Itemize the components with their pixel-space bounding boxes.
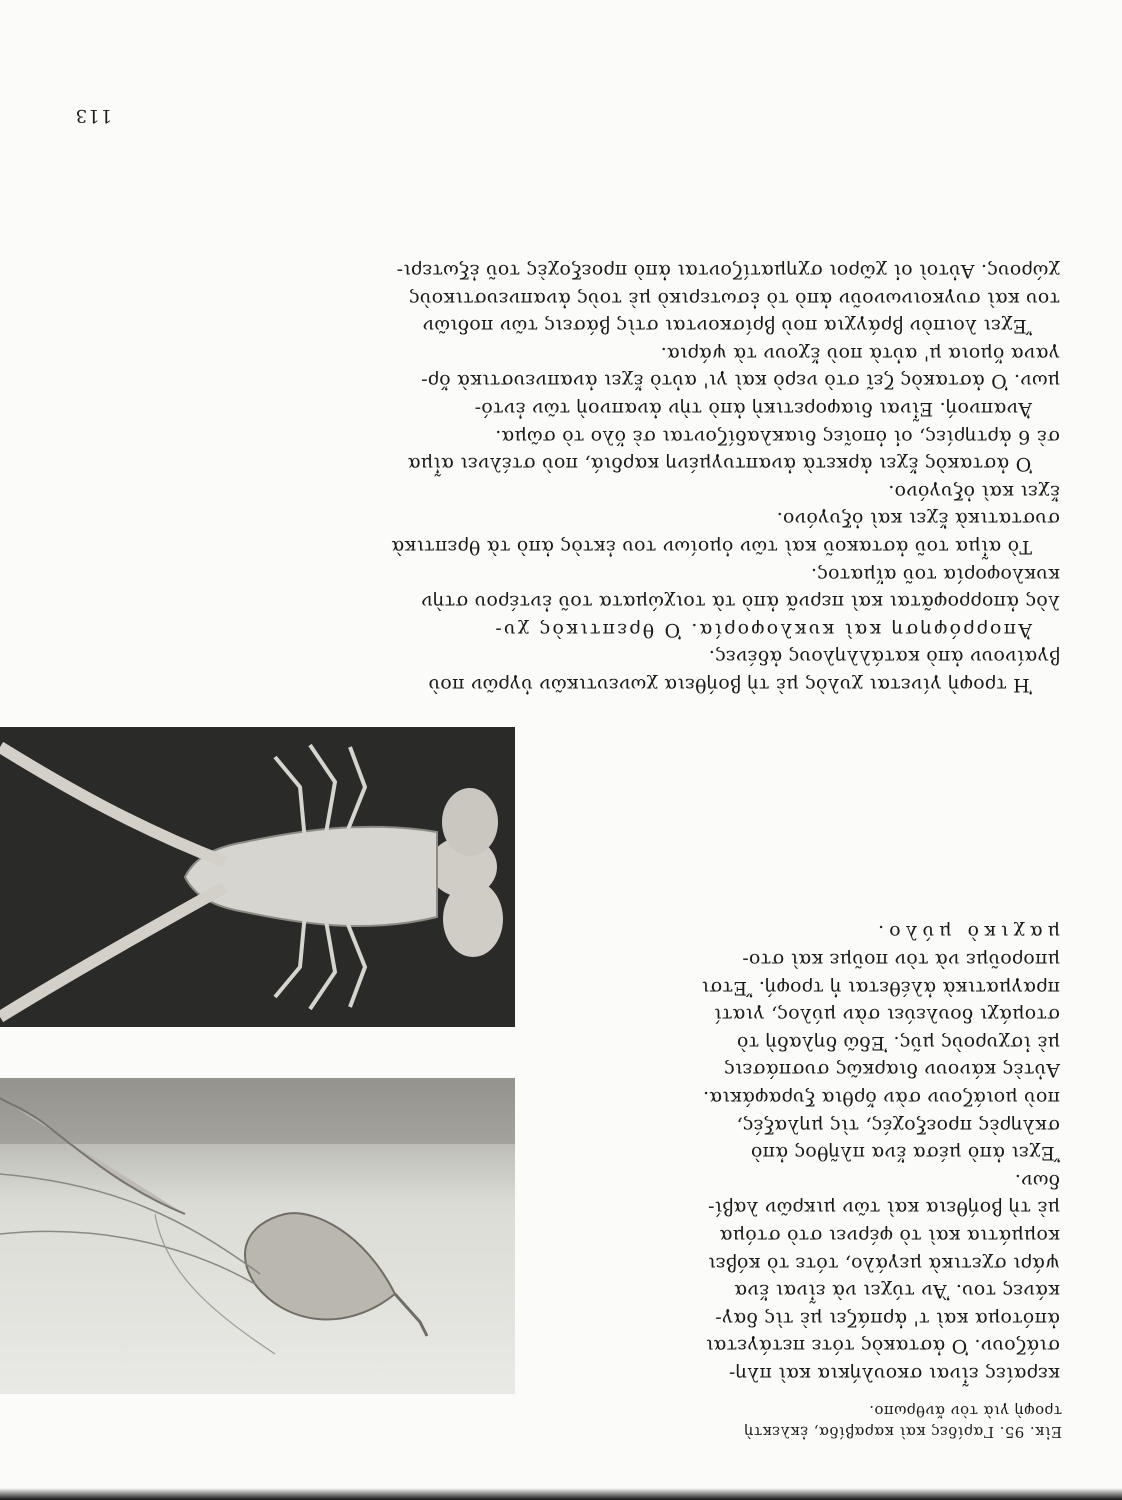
text-line: σὲ 6 ἀρτηρίες, οἱ ὁποῖες διακλαδίζονται σὲ ὅλο τὸ σῶμα. bbox=[495, 425, 1060, 448]
text-line: Ἡ τροφὴ γίνεται χυλὸς μὲ τὴ βοήθεια χωνευτικῶν ὑγρῶν ποὺ bbox=[428, 674, 1032, 696]
text-line: μὲ τὴ βοήθεια καὶ τῶν μικρῶν λαβί- bbox=[707, 1197, 1060, 1220]
figure-caption: Εἰκ. 95. Γαρίδες καὶ καραβίδα, ἐκλεκτὴ τροφὴ γιὰ τὸν ἄνθρωπο. bbox=[744, 1402, 1062, 1441]
section-heading-line: Ἀπορρόφηση καὶ κυκλοφορία. Ὁ θρεπτικὸς χυ- bbox=[493, 618, 1032, 641]
text-body bbox=[60, 257, 1060, 699]
text-line: κάνες του. Ἂν τύχει νὰ εἶναι ἕνα bbox=[734, 1280, 1060, 1303]
crayfish-photo bbox=[0, 727, 515, 1027]
text-line: κομμάτια καὶ τὸ φέρνει στὸ στόμα bbox=[719, 1225, 1060, 1248]
section-heading-line: Ἀναπνοή. Εἶναι διαφορετικὴ ἀπὸ τὴν ἀναπνοὴ τῶν ἐντό- bbox=[474, 398, 1032, 421]
text-line: μποροῦμε νὰ τὸν ποῦμε καὶ στο- bbox=[742, 949, 1060, 972]
text-line: Ὁ ἀστακὸς ἔχει ἀρκετὰ ἀναπτυγμένη καρδιά, ποὺ στέλνει αἷμα bbox=[407, 453, 1032, 476]
page-number: 113 bbox=[74, 105, 112, 126]
text-line: μαχικὸ μύλο. bbox=[873, 921, 1060, 944]
text-line: στομάχι δουλεύει σὰν μύλος, γιατί bbox=[714, 1004, 1060, 1027]
text-line: γανα ὅμοια μ' αὐτὰ ποὺ ἔχουν τὰ ψάρια. bbox=[660, 342, 1060, 365]
text-line: Ἔχει ἀπὸ μέσα ἕνα πλῆθος ἀπὸ bbox=[750, 1142, 1060, 1165]
text-line: βγαίνουν ἀπὸ κατάλληλους ἀδένες. bbox=[708, 646, 1060, 669]
text-line: χώρους. Αὐτοὶ οἱ χῶροι σχηματίζονται ἀπὸ προεξοχὲς τοῦ ἐξωτερι- bbox=[396, 260, 1060, 283]
text-line: κεραίες εἶναι σκουλήκια καὶ πλη- bbox=[728, 1363, 1060, 1385]
text-line: κυκλοφορία τοῦ αἵματος. bbox=[810, 563, 1060, 586]
text-line: σιάζουν. Ὁ ἀστακὸς τότε πετάγεται bbox=[705, 1335, 1060, 1358]
text-line: σκληρὲς προεξοχές, τὶς μηλαξές, bbox=[736, 1114, 1060, 1137]
text-line: συστατικὰ ἔχει καὶ ὀξυγόνο. bbox=[776, 508, 1060, 531]
text-line: δων. bbox=[1014, 1169, 1060, 1192]
text-line: λὸς ἀπορροφᾶται καὶ περνᾶ ἀπὸ τὰ τοιχώματα τοῦ ἐντέρου στὴν bbox=[421, 591, 1060, 614]
text-line: ἀπότομα καὶ τ' ἁρπάζει μὲ τὶς δαγ- bbox=[715, 1307, 1060, 1330]
text-line: μὲ ἰσχυροὺς μῦς. Ἐδῶ δηλαδὴ τὸ bbox=[736, 1031, 1060, 1054]
text-line: Ἔχει λοιπὸν βράγχια ποὺ βρίσκονται στὶς βάσεις τῶν ποδιῶν bbox=[422, 315, 1032, 338]
text-column bbox=[540, 918, 1060, 1387]
shrimp-photo bbox=[0, 1078, 515, 1394]
text-line: Αὐτὲς κάνουν διαρκῶς συσπάσεις bbox=[723, 1059, 1060, 1082]
text-line: του καὶ συγκοινωνοῦν ἀπὸ τὸ ἐσωτερικὸ μὲ τοὺς ἀναπνευστικοὺς bbox=[408, 287, 1060, 310]
text-line: ἔχει καὶ ὀξυγόνο. bbox=[888, 480, 1060, 503]
text-line: πραγματικὰ ἀλέθεται ἡ τροφή. Ἔτσι bbox=[701, 976, 1060, 999]
text-line: ποὺ μοιάζουν σὰν ὄρθια ξυραφάκια. bbox=[702, 1087, 1060, 1110]
page-edge-shadow bbox=[0, 1488, 1122, 1500]
text-line: μων. Ὁ ἀστακὸς ζεῖ στὸ νερὸ καὶ γι' αὐτὸ ἔχει ἀναπνευστικὰ ὄρ- bbox=[420, 370, 1060, 393]
text-line: Τὸ αἷμα τοῦ ἀστακοῦ καὶ τῶν ὁμοίων του ἐκτὸς ἀπὸ τὰ θρεπτικὰ bbox=[391, 536, 1032, 559]
text-line: ψάρι σχετικὰ μεγάλο, τότε τὸ κόβει bbox=[707, 1252, 1060, 1275]
